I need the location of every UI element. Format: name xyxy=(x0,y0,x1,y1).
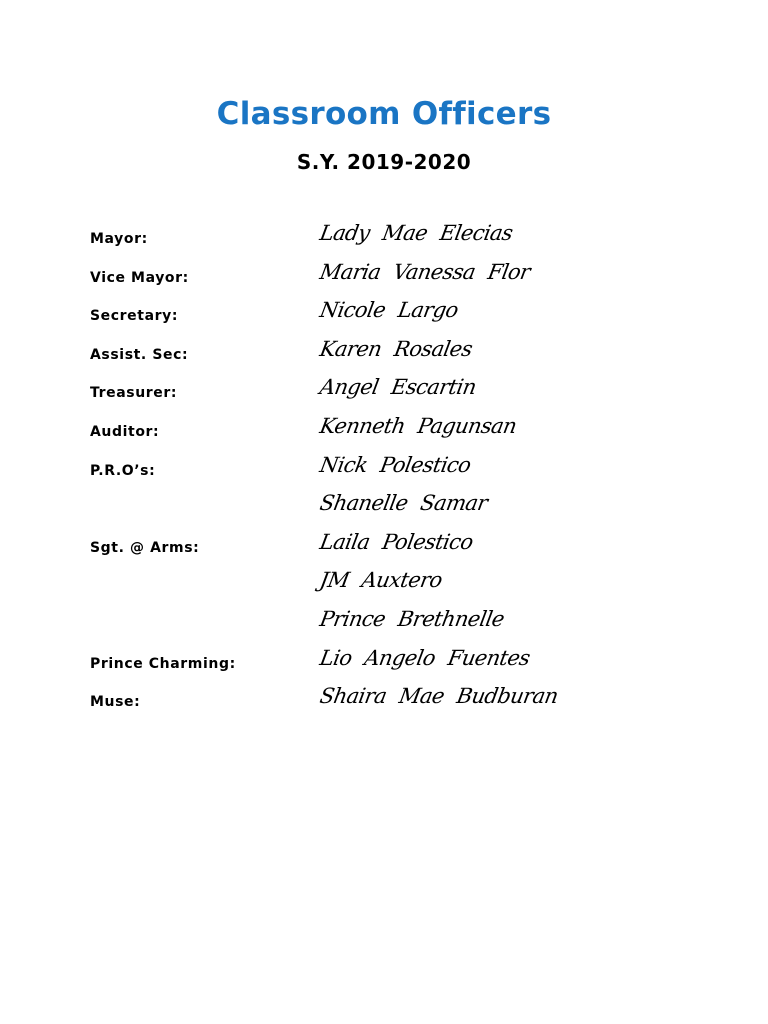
officer-role: Auditor: xyxy=(90,423,160,440)
officer-row xyxy=(90,258,710,297)
officer-name: Maria Vanessa Flor xyxy=(318,259,532,284)
officer-role: Treasurer: xyxy=(90,385,178,402)
officer-role: Mayor: xyxy=(90,231,148,247)
officer-row xyxy=(90,566,710,605)
officer-row xyxy=(90,451,710,490)
officer-role: Muse: xyxy=(90,694,141,711)
officer-name: Shaira Mae Budburan xyxy=(318,684,560,709)
school-year: S.Y. 2019-2020 xyxy=(296,150,472,174)
officer-role: Prince Charming: xyxy=(90,655,236,672)
officer-row xyxy=(90,412,710,451)
officer-role: Secretary: xyxy=(90,308,179,325)
officer-name: Prince Brethnelle xyxy=(318,606,506,631)
officer-role: Assist. Sec: xyxy=(90,346,189,363)
officer-name: Lady Mae Elecias xyxy=(318,221,515,245)
officer-row xyxy=(90,489,710,528)
officer-list xyxy=(90,219,710,721)
officer-row xyxy=(90,296,710,335)
officer-name: Nick Polestico xyxy=(318,452,473,477)
officer-role: P.R.O’s: xyxy=(90,462,156,479)
officer-name: Karen Rosales xyxy=(318,336,474,361)
officer-row xyxy=(90,528,710,567)
officer-row xyxy=(90,373,710,412)
officer-name: JM Auxtero xyxy=(318,568,444,593)
document-title: Classroom Officers xyxy=(216,96,552,132)
officer-row xyxy=(90,682,710,721)
officer-name: Laila Polestico xyxy=(318,529,475,554)
officer-name: Angel Escartin xyxy=(318,375,478,400)
officer-row xyxy=(90,605,710,644)
officer-row xyxy=(90,335,710,374)
officer-name: Kenneth Pagunsan xyxy=(318,413,519,438)
officer-row xyxy=(90,219,710,258)
officer-name: Lio Angelo Fuentes xyxy=(318,645,532,670)
officer-row xyxy=(90,644,710,683)
officer-role: Sgt. @ Arms: xyxy=(90,539,200,556)
officer-role: Vice Mayor: xyxy=(90,269,189,286)
officer-name: Nicole Largo xyxy=(318,298,460,323)
officer-name: Shanelle Samar xyxy=(318,491,490,516)
